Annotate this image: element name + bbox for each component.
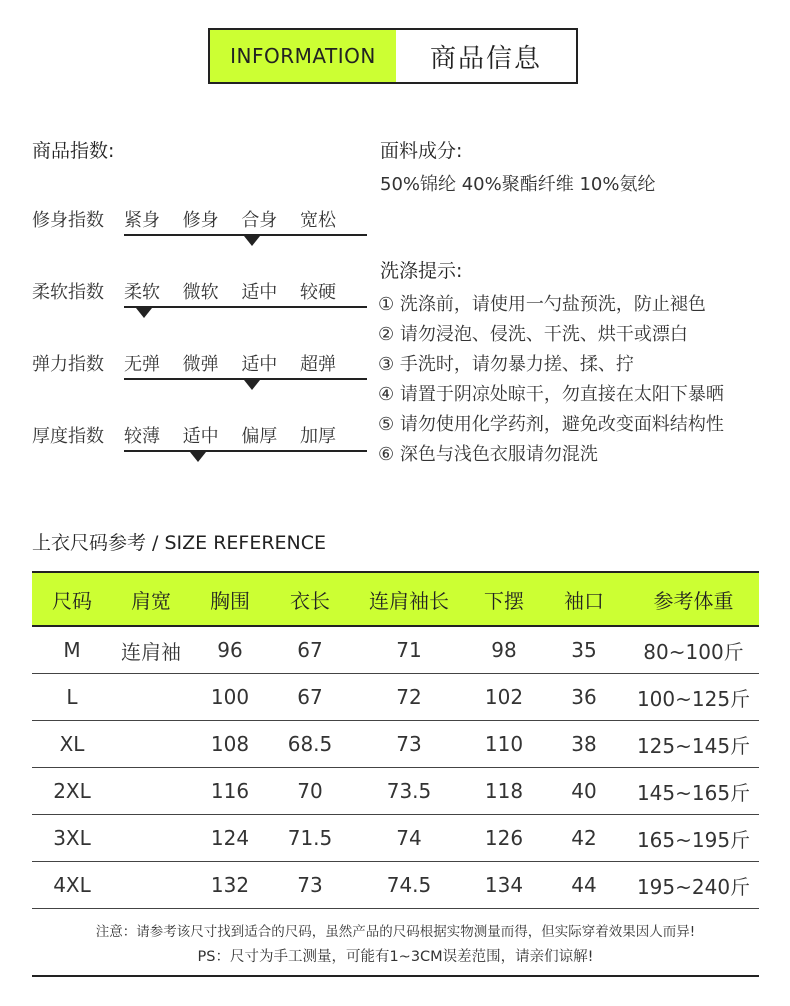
header-cell: 连肩袖长 xyxy=(350,572,468,626)
index-option: 适中 xyxy=(241,282,278,303)
table-cell xyxy=(112,862,190,909)
table-cell: 125~145斤 xyxy=(628,721,759,768)
table-cell: M xyxy=(32,626,112,674)
index-label: 柔软指数 xyxy=(32,282,104,303)
table-cell: XL xyxy=(32,721,112,768)
table-cell: 102 xyxy=(468,674,540,721)
header-cell: 衣长 xyxy=(270,572,350,626)
index-selected-marker xyxy=(190,452,206,462)
size-table xyxy=(32,571,759,909)
table-cell xyxy=(112,674,190,721)
washing-item: ④ 请置于阴凉处晾干，勿直接在太阳下暴晒 xyxy=(378,384,724,405)
table-cell: 71.5 xyxy=(270,815,350,862)
table-cell: 108 xyxy=(190,721,270,768)
table-cell: 36 xyxy=(540,674,628,721)
table-cell: 68.5 xyxy=(270,721,350,768)
table-cell: 100~125斤 xyxy=(628,674,759,721)
index-option: 柔软 xyxy=(124,282,160,303)
banner-chinese-title: 商品信息 xyxy=(429,43,542,74)
index-selected-marker xyxy=(244,380,260,390)
banner-english-title: INFORMATION xyxy=(210,30,396,82)
size-reference-title: 上衣尺码参考 / SIZE REFERENCE xyxy=(32,532,327,554)
table-cell: 116 xyxy=(190,768,270,815)
table-cell: 67 xyxy=(270,674,350,721)
washing-item: ① 洗涤前，请使用一勺盐预洗，防止褪色 xyxy=(378,294,706,315)
table-cell: 4XL xyxy=(32,862,112,909)
washing-item: ⑥ 深色与浅色衣服请勿混洗 xyxy=(378,444,598,465)
table-cell: 70 xyxy=(270,768,350,815)
table-cell: 71 xyxy=(350,626,468,674)
table-row xyxy=(32,768,759,815)
index-section-title: 商品指数: xyxy=(32,140,115,162)
index-label: 厚度指数 xyxy=(32,426,104,447)
index-label: 弹力指数 xyxy=(32,354,104,375)
index-option: 紧身 xyxy=(124,210,160,231)
washing-title: 洗涤提示: xyxy=(380,260,463,282)
note-line-1: 注意：请参考该尺寸找到适合的尺码，虽然产品的尺码根据实物测量而得，但实际穿着效果因人而异! xyxy=(95,924,696,940)
table-cell: 35 xyxy=(540,626,628,674)
table-cell: 195~240斤 xyxy=(628,862,759,909)
index-options xyxy=(124,350,336,376)
index-options xyxy=(124,422,336,448)
table-cell: 74 xyxy=(350,815,468,862)
table-cell: 134 xyxy=(468,862,540,909)
washing-item: ③ 手洗时，请勿暴力搓、揉、拧 xyxy=(378,354,634,375)
table-cell: 73 xyxy=(270,862,350,909)
table-cell: 96 xyxy=(190,626,270,674)
index-option: 较硬 xyxy=(299,282,336,303)
table-cell xyxy=(112,768,190,815)
table-cell: 73.5 xyxy=(350,768,468,815)
table-row xyxy=(32,674,759,721)
table-cell: 132 xyxy=(190,862,270,909)
table-cell xyxy=(112,721,190,768)
index-label: 修身指数 xyxy=(32,210,104,231)
index-option: 适中 xyxy=(241,354,278,375)
table-cell: 3XL xyxy=(32,815,112,862)
fabric-title: 面料成分: xyxy=(380,140,463,162)
index-scale-line xyxy=(124,450,367,452)
index-option: 修身 xyxy=(182,210,219,231)
table-cell: 100 xyxy=(190,674,270,721)
washing-list xyxy=(378,290,724,470)
table-cell: 67 xyxy=(270,626,350,674)
table-cell: 124 xyxy=(190,815,270,862)
index-option: 微软 xyxy=(182,282,219,303)
index-option: 微弹 xyxy=(182,354,219,375)
table-cell: 40 xyxy=(540,768,628,815)
table-cell: L xyxy=(32,674,112,721)
table-row xyxy=(32,721,759,768)
table-row xyxy=(32,626,759,674)
index-option: 宽松 xyxy=(299,210,336,231)
washing-item: ② 请勿浸泡、侵洗、干洗、烘干或漂白 xyxy=(378,324,688,345)
index-option: 合身 xyxy=(241,210,278,231)
table-cell: 98 xyxy=(468,626,540,674)
index-options xyxy=(124,278,336,304)
header-cell: 参考体重 xyxy=(628,572,759,626)
table-cell: 165~195斤 xyxy=(628,815,759,862)
table-cell xyxy=(112,815,190,862)
table-cell: 126 xyxy=(468,815,540,862)
index-option: 无弹 xyxy=(124,354,160,375)
table-cell: 2XL xyxy=(32,768,112,815)
header-cell: 胸围 xyxy=(190,572,270,626)
fabric-composition: 50%锦纶 40%聚酯纤维 10%氨纶 xyxy=(380,174,656,195)
size-table-header-row xyxy=(32,572,759,626)
table-cell: 38 xyxy=(540,721,628,768)
index-option: 超弹 xyxy=(299,354,336,375)
table-cell: 42 xyxy=(540,815,628,862)
table-cell: 110 xyxy=(468,721,540,768)
table-cell: 80~100斤 xyxy=(628,626,759,674)
index-option: 偏厚 xyxy=(241,426,278,447)
washing-item: ⑤ 请勿使用化学药剂，避免改变面料结构性 xyxy=(378,414,724,435)
table-cell: 145~165斤 xyxy=(628,768,759,815)
note-line-2: PS：尺寸为手工测量，可能有1~3CM误差范围，请亲们谅解! xyxy=(197,949,594,965)
index-options xyxy=(124,206,336,232)
header-cell: 肩宽 xyxy=(112,572,190,626)
index-option: 加厚 xyxy=(299,426,336,447)
index-scale-line xyxy=(124,306,367,308)
header-cell: 尺码 xyxy=(32,572,112,626)
index-option: 适中 xyxy=(182,426,219,447)
table-row xyxy=(32,862,759,909)
table-cell: 72 xyxy=(350,674,468,721)
table-row xyxy=(32,815,759,862)
info-banner xyxy=(208,28,578,84)
index-selected-marker xyxy=(136,308,152,318)
index-option: 较薄 xyxy=(124,426,160,447)
header-cell: 袖口 xyxy=(540,572,628,626)
table-cell: 73 xyxy=(350,721,468,768)
header-cell: 下摆 xyxy=(468,572,540,626)
table-cell: 44 xyxy=(540,862,628,909)
index-selected-marker xyxy=(244,236,260,246)
table-cell: 连肩袖 xyxy=(112,626,190,674)
notes-box xyxy=(32,912,759,977)
table-cell: 74.5 xyxy=(350,862,468,909)
table-cell: 118 xyxy=(468,768,540,815)
